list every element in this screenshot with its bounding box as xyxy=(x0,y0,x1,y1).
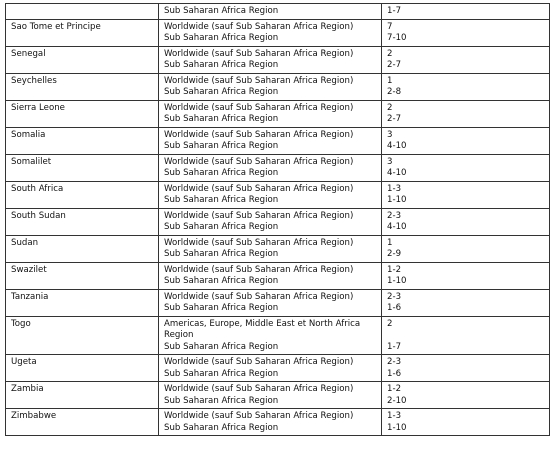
region-cell xyxy=(159,181,382,208)
country-cell: Sao Tome et Principe xyxy=(6,19,159,46)
region-line: Sub Saharan Africa Region xyxy=(164,422,279,433)
value-cell xyxy=(382,235,550,262)
value-line: 1-6 xyxy=(387,303,402,313)
table-row xyxy=(6,73,550,100)
value-line: 1-7 xyxy=(387,6,402,16)
table-row xyxy=(6,4,550,20)
table-row xyxy=(6,409,550,436)
table-row xyxy=(6,100,550,127)
value-line: 2-3 xyxy=(387,291,402,302)
region-line: Worldwide (sauf Sub Saharan Africa Region) xyxy=(164,384,354,394)
region-line: Worldwide (sauf Sub Saharan Africa Region) xyxy=(164,21,354,32)
region-line: Sub Saharan Africa Region xyxy=(164,168,279,178)
country-cell: Somalilet xyxy=(6,154,159,181)
table-row xyxy=(6,289,550,316)
value-cell xyxy=(382,154,550,181)
value-cell xyxy=(382,262,550,289)
region-line: Worldwide (sauf Sub Saharan Africa Region) xyxy=(164,48,354,59)
table-row xyxy=(6,316,550,355)
table-row xyxy=(6,235,550,262)
region-line: Sub Saharan Africa Region xyxy=(164,368,279,379)
region-line: Sub Saharan Africa Region xyxy=(164,395,279,406)
country-cell: Sierra Leone xyxy=(6,100,159,127)
region-line: Sub Saharan Africa Region xyxy=(164,222,279,232)
value-cell xyxy=(382,73,550,100)
table-row xyxy=(6,46,550,73)
value-cell xyxy=(382,409,550,436)
region-cell xyxy=(159,409,382,436)
table-row xyxy=(6,355,550,382)
country-cell: Zambia xyxy=(6,382,159,409)
table-body xyxy=(6,4,550,436)
region-line: Worldwide (sauf Sub Saharan Africa Region) xyxy=(164,129,354,140)
region-line: Worldwide (sauf Sub Saharan Africa Region) xyxy=(164,264,354,275)
value-cell xyxy=(382,289,550,316)
value-line: 7 xyxy=(387,21,393,32)
table-row xyxy=(6,208,550,235)
value-line: 2-10 xyxy=(387,395,407,406)
value-cell xyxy=(382,4,550,20)
value-line: 1-2 xyxy=(387,264,402,275)
country-cell: Somalia xyxy=(6,127,159,154)
country-cell: Sudan xyxy=(6,235,159,262)
region-cell xyxy=(159,208,382,235)
region-line: Sub Saharan Africa Region xyxy=(164,141,279,151)
country-cell: South Sudan xyxy=(6,208,159,235)
value-cell xyxy=(382,19,550,46)
table-row xyxy=(6,19,550,46)
value-line: 1-10 xyxy=(387,422,407,433)
country-cell: Swazilet xyxy=(6,262,159,289)
region-line: Worldwide (sauf Sub Saharan Africa Region) xyxy=(164,156,354,167)
value-line: 2-7 xyxy=(387,60,402,70)
value-line: 1-6 xyxy=(387,368,402,379)
region-line: Americas, Europe, Middle East et North Africa Region xyxy=(164,318,361,340)
value-line: 2 xyxy=(387,102,393,113)
region-cell xyxy=(159,235,382,262)
region-line: Sub Saharan Africa Region xyxy=(164,249,279,259)
region-line: Worldwide (sauf Sub Saharan Africa Region) xyxy=(164,411,354,421)
country-cell: Togo xyxy=(6,316,159,355)
region-line: Sub Saharan Africa Region xyxy=(164,6,279,16)
table-row xyxy=(6,262,550,289)
region-cell xyxy=(159,19,382,46)
country-cell: Zimbabwe xyxy=(6,409,159,436)
value-line: 1-7 xyxy=(387,341,402,352)
region-line: Worldwide (sauf Sub Saharan Africa Region) xyxy=(164,291,354,302)
region-line: Sub Saharan Africa Region xyxy=(164,60,279,70)
value-line: 3 xyxy=(387,129,393,140)
value-cell xyxy=(382,46,550,73)
value-line: 1-3 xyxy=(387,183,402,194)
value-line: 4-10 xyxy=(387,168,407,178)
value-cell xyxy=(382,316,550,355)
value-line: 2-9 xyxy=(387,249,402,259)
region-line: Worldwide (sauf Sub Saharan Africa Region) xyxy=(164,210,354,221)
region-cell xyxy=(159,127,382,154)
region-line: Sub Saharan Africa Region xyxy=(164,341,279,352)
region-cell xyxy=(159,4,382,20)
table-row xyxy=(6,382,550,409)
region-ranking-table xyxy=(5,3,550,436)
region-line: Worldwide (sauf Sub Saharan Africa Region) xyxy=(164,102,354,113)
country-cell: South Africa xyxy=(6,181,159,208)
region-cell xyxy=(159,355,382,382)
country-cell: Senegal xyxy=(6,46,159,73)
country-cell xyxy=(6,4,159,20)
region-line: Worldwide (sauf Sub Saharan Africa Region) xyxy=(164,357,354,367)
table-row xyxy=(6,154,550,181)
country-cell: Ugeta xyxy=(6,355,159,382)
region-line: Sub Saharan Africa Region xyxy=(164,276,279,286)
value-line: 2 xyxy=(387,48,393,59)
value-line: 2-8 xyxy=(387,87,402,97)
region-line: Worldwide (sauf Sub Saharan Africa Region) xyxy=(164,75,354,86)
value-line: 1 xyxy=(387,237,393,248)
region-cell xyxy=(159,100,382,127)
region-cell xyxy=(159,46,382,73)
region-line: Sub Saharan Africa Region xyxy=(164,33,279,43)
value-cell xyxy=(382,181,550,208)
value-line: 2-7 xyxy=(387,114,402,124)
value-line: 1-2 xyxy=(387,384,402,394)
table-row xyxy=(6,127,550,154)
value-line: 1-10 xyxy=(387,276,407,286)
value-line: 2 xyxy=(387,318,393,329)
country-cell: Tanzania xyxy=(6,289,159,316)
value-line: 7-10 xyxy=(387,33,407,43)
table-row xyxy=(6,181,550,208)
country-cell: Seychelles xyxy=(6,73,159,100)
region-cell xyxy=(159,262,382,289)
value-cell xyxy=(382,208,550,235)
value-line: 1-10 xyxy=(387,195,407,205)
region-line: Sub Saharan Africa Region xyxy=(164,114,279,124)
value-line: 1 xyxy=(387,75,393,86)
region-line: Worldwide (sauf Sub Saharan Africa Region) xyxy=(164,183,354,194)
value-cell xyxy=(382,355,550,382)
region-cell xyxy=(159,73,382,100)
region-cell xyxy=(159,316,382,355)
value-line: 1-3 xyxy=(387,411,402,421)
value-line: 4-10 xyxy=(387,141,407,151)
value-cell xyxy=(382,100,550,127)
region-cell xyxy=(159,289,382,316)
region-line: Sub Saharan Africa Region xyxy=(164,87,279,97)
value-line: 2-3 xyxy=(387,357,402,367)
region-line: Worldwide (sauf Sub Saharan Africa Region) xyxy=(164,237,354,248)
region-line: Sub Saharan Africa Region xyxy=(164,303,279,313)
region-cell xyxy=(159,154,382,181)
region-line: Sub Saharan Africa Region xyxy=(164,195,279,205)
value-line: 3 xyxy=(387,156,393,167)
value-line: 2-3 xyxy=(387,210,402,221)
value-line: 4-10 xyxy=(387,222,407,232)
value-cell xyxy=(382,382,550,409)
value-cell xyxy=(382,127,550,154)
region-cell xyxy=(159,382,382,409)
